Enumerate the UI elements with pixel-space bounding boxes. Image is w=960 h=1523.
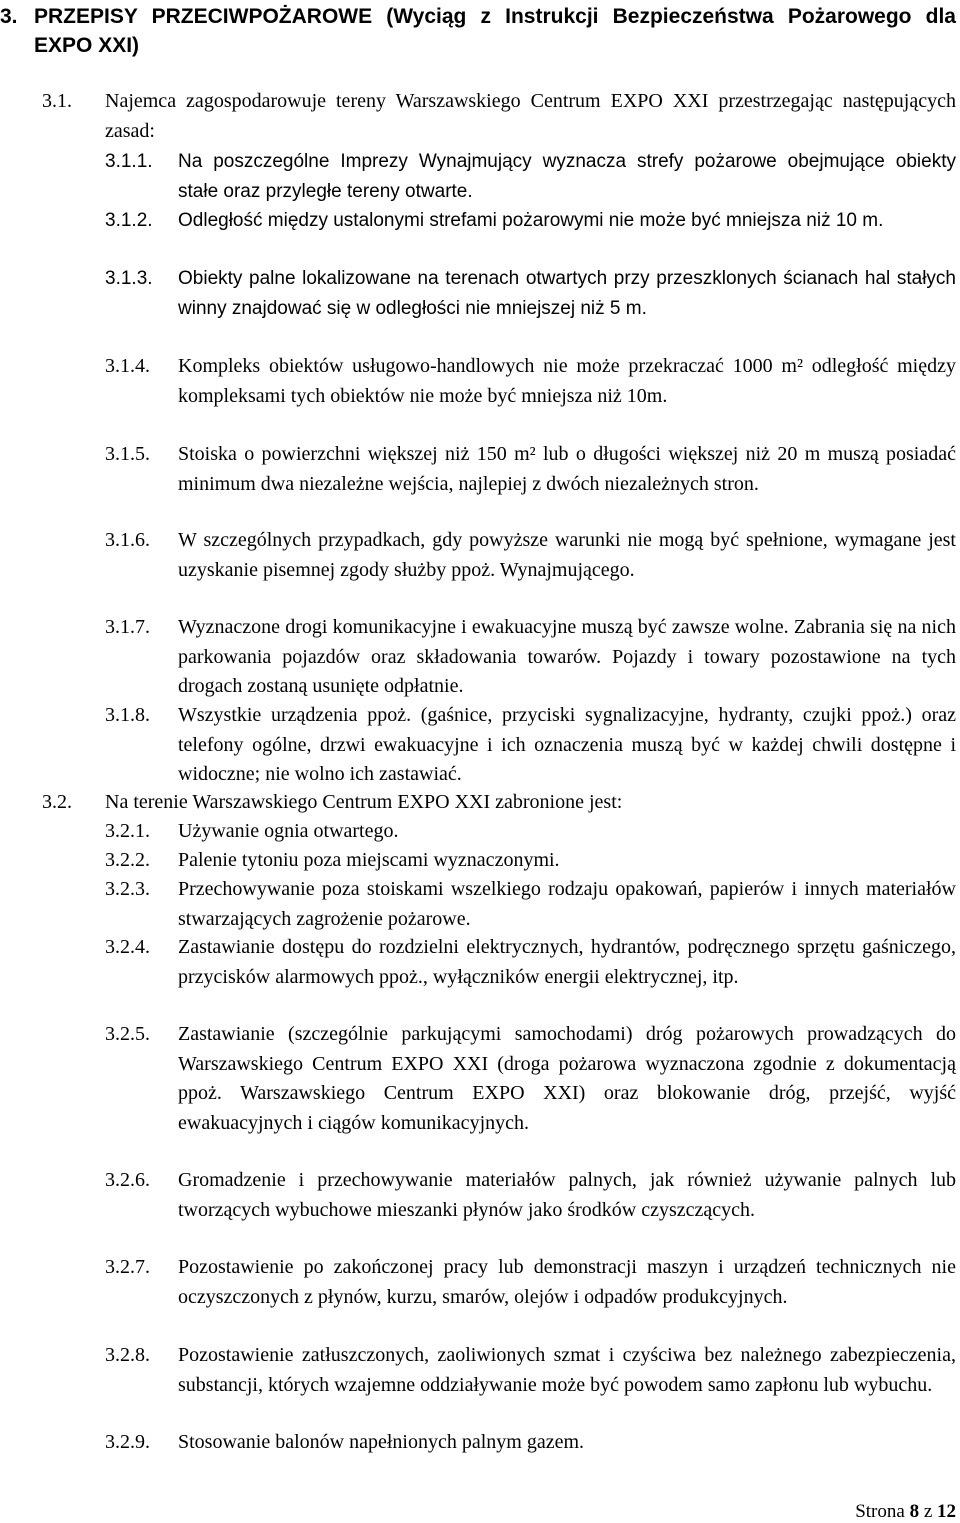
current-page-number: 8 <box>909 1501 920 1522</box>
paragraph-number: 3.1.3. <box>105 268 153 289</box>
paragraph-text: Zastawianie dostępu do rozdzielni elektrycznych, hydrantów, podręcznego sprzętu gaśniczego, przycisków alarmowych ppoż., wyłączników energii elektrycznej, itp. <box>178 936 956 988</box>
paragraph-number: 3.2.8. <box>105 1344 150 1366</box>
paragraph-number: 3.1.2. <box>105 210 153 231</box>
page-footer <box>855 1501 956 1523</box>
footer-separator: z <box>923 1501 933 1522</box>
paragraph-number: 3.1.8. <box>105 704 150 726</box>
heading-number: 3. <box>0 5 18 28</box>
paragraph-number: 3.2.6. <box>105 1169 150 1191</box>
paragraph-number: 3.1.1. <box>105 151 153 172</box>
paragraph-number: 3.2.9. <box>105 1431 150 1453</box>
paragraph-number: 3.2.7. <box>105 1256 150 1278</box>
paragraph-text: Wyznaczone drogi komunikacyjne i ewakuacyjne muszą być zawsze wolne. Zabrania się na nich parkowania pojazdów oraz składowania towarów. Pojazdy i towary pozostawione na tych drogach zostaną usunięte odpłatnie. <box>178 616 956 697</box>
paragraph-text: Najemca zagospodarowuje tereny Warszawskiego Centrum EXPO XXI przestrzegając następujących zasad: <box>105 90 956 142</box>
paragraph-text: Palenie tytoniu poza miejscami wyznaczonymi. <box>178 849 560 871</box>
paragraph-text: Na poszczególne Imprezy Wynajmujący wyznacza strefy pożarowe obejmujące obiekty stałe oraz przyległe tereny otwarte. <box>178 151 956 202</box>
paragraph-text: W szczególnych przypadkach, gdy powyższe warunki nie mogą być spełnione, wymagane jest uzyskanie pisemnej zgody służby ppoż. Wynajmującego. <box>178 529 956 581</box>
footer-prefix: Strona <box>855 1501 905 1522</box>
paragraph-number: 3.1.4. <box>105 355 150 377</box>
paragraph-text: Pozostawienie zatłuszczonych, zaoliwionych szmat i czyściwa bez należnego zabezpieczenia, substancji, których wzajemne oddziaływanie może być powodem samo zapłonu lub wybuchu. <box>178 1344 956 1396</box>
paragraph-text: Odległość między ustalonymi strefami pożarowymi nie może być mniejsza niż 10 m. <box>178 210 884 231</box>
paragraph-text: Pozostawienie po zakończonej pracy lub demonstracji maszyn i urządzeń technicznych nie oczyszczonych z płynów, kurzu, smarów, olejów i odpadów produkcyjnych. <box>178 1256 956 1308</box>
paragraph-number: 3.1.5. <box>105 443 150 465</box>
paragraph-number: 3.2. <box>42 791 72 813</box>
paragraph-number: 3.2.3. <box>105 878 150 900</box>
paragraph-number: 3.2.5. <box>105 1023 150 1045</box>
paragraph-number: 3.2.4. <box>105 936 150 958</box>
total-pages: 12 <box>937 1501 956 1522</box>
paragraph-text: Kompleks obiektów usługowo-handlowych nie może przekraczać 1000 m² odległość między kompleksami tych obiektów nie może być mniejsza niż 10m. <box>178 355 956 407</box>
heading-title: PRZEPISY PRZECIWPOŻAROWE (Wyciąg z Instrukcji Bezpieczeństwa Pożarowego dla EXPO XXI) <box>34 5 956 57</box>
paragraph-number: 3.2.2. <box>105 849 150 871</box>
paragraph-text: Na terenie Warszawskiego Centrum EXPO XXI zabronione jest: <box>105 791 623 813</box>
paragraph-text: Stoiska o powierzchni większej niż 150 m² lub o długości większej niż 20 m muszą posiadać minimum dwa niezależne wejścia, najlepiej z dwóch niezależnych stron. <box>178 443 956 495</box>
paragraph-text: Używanie ognia otwartego. <box>178 820 399 842</box>
paragraph-number: 3.2.1. <box>105 820 150 842</box>
paragraph-number: 3.1.7. <box>105 616 150 638</box>
paragraph-text: Przechowywanie poza stoiskami wszelkiego rodzaju opakowań, papierów i innych materiałów stwarzających zagrożenie pożarowe. <box>178 878 956 930</box>
paragraph-text: Zastawianie (szczególnie parkującymi samochodami) dróg pożarowych prowadzących do Warszawskiego Centrum EXPO XXI (droga pożarowa wyznaczona zgodnie z dokumentacją ppoż. Warszawskiego Centrum EXPO XXI) oraz blokowanie dróg, przejść, wyjść ewakuacyjnych i ciągów komunikacyjnych. <box>178 1023 956 1134</box>
paragraph-text: Gromadzenie i przechowywanie materiałów palnych, jak również używanie palnych lub tworzących wybuchowe mieszanki płynów jako środków czyszczących. <box>178 1169 956 1221</box>
paragraph-text: Stosowanie balonów napełnionych palnym gazem. <box>178 1431 585 1453</box>
paragraph-text: Obiekty palne lokalizowane na terenach otwartych przy przeszklonych ścianach hal stałych winny znajdować się w odległości nie mniejszej niż 5 m. <box>178 268 956 319</box>
paragraph-number: 3.1. <box>42 90 72 112</box>
paragraph-number: 3.1.6. <box>105 529 150 551</box>
paragraph-text: Wszystkie urządzenia ppoż. (gaśnice, przyciski sygnalizacyjne, hydranty, czujki ppoż.) oraz telefony ogólne, drzwi ewakuacyjne i ich oznaczenia muszą być w każdej chwili dostępne i widoczne; nie wolno ich zastawiać. <box>178 704 956 785</box>
